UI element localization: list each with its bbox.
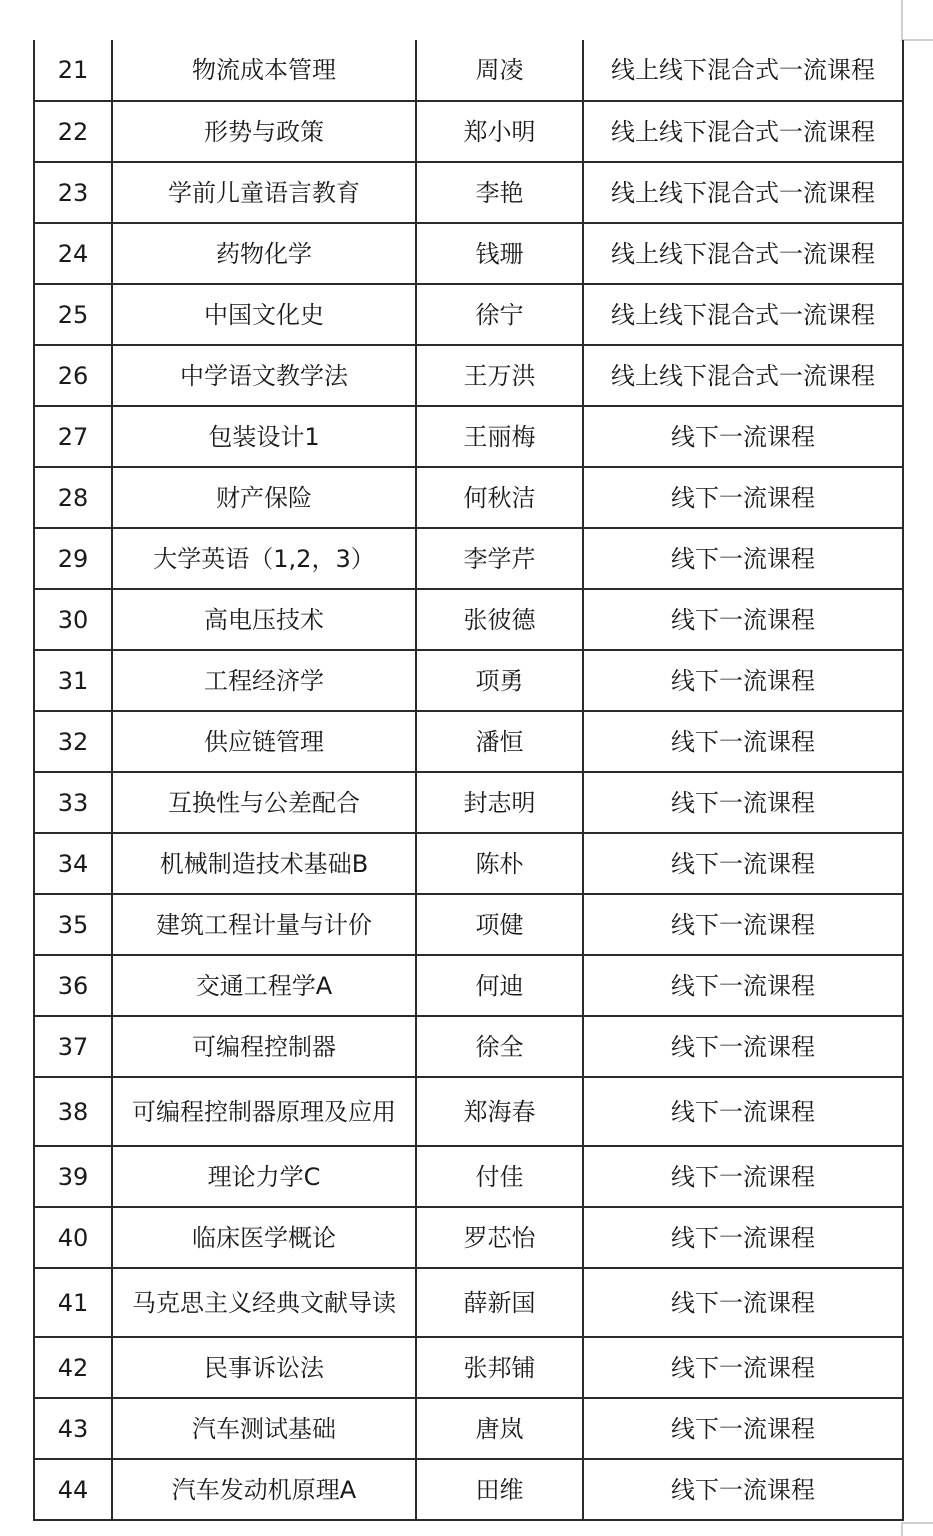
course-type-cell: 线上线下混合式一流课程 — [583, 101, 903, 162]
row-number-cell: 22 — [34, 101, 112, 162]
table-row — [34, 1016, 903, 1077]
teacher-cell: 张邦铺 — [416, 1337, 583, 1398]
row-number-cell: 21 — [34, 40, 112, 101]
course-name-cell: 工程经济学 — [112, 650, 416, 711]
course-name-cell: 形势与政策 — [112, 101, 416, 162]
course-table-container — [33, 40, 902, 1521]
teacher-cell: 唐岚 — [416, 1398, 583, 1459]
teacher-cell: 徐宁 — [416, 284, 583, 345]
teacher-cell: 张彼德 — [416, 589, 583, 650]
row-number-cell: 35 — [34, 894, 112, 955]
course-name-cell: 汽车测试基础 — [112, 1398, 416, 1459]
course-type-cell: 线上线下混合式一流课程 — [583, 223, 903, 284]
course-type-cell: 线下一流课程 — [583, 1459, 903, 1520]
course-name-cell: 高电压技术 — [112, 589, 416, 650]
course-type-cell: 线下一流课程 — [583, 1337, 903, 1398]
course-name-cell: 机械制造技术基础B — [112, 833, 416, 894]
course-type-cell: 线下一流课程 — [583, 955, 903, 1016]
course-name-cell: 可编程控制器原理及应用 — [112, 1077, 416, 1146]
teacher-cell: 何秋洁 — [416, 467, 583, 528]
row-number-cell: 42 — [34, 1337, 112, 1398]
row-number-cell: 27 — [34, 406, 112, 467]
course-type-cell: 线上线下混合式一流课程 — [583, 162, 903, 223]
table-row — [34, 772, 903, 833]
course-name-cell: 互换性与公差配合 — [112, 772, 416, 833]
teacher-cell: 薛新国 — [416, 1268, 583, 1337]
row-number-cell: 38 — [34, 1077, 112, 1146]
row-number-cell: 25 — [34, 284, 112, 345]
teacher-cell: 徐全 — [416, 1016, 583, 1077]
course-name-cell: 汽车发动机原理A — [112, 1459, 416, 1520]
table-row — [34, 101, 903, 162]
table-row — [34, 1207, 903, 1268]
teacher-cell: 付佳 — [416, 1146, 583, 1207]
table-row — [34, 650, 903, 711]
table-row — [34, 1398, 903, 1459]
course-name-cell: 大学英语（1,2，3） — [112, 528, 416, 589]
row-number-cell: 26 — [34, 345, 112, 406]
row-number-cell: 33 — [34, 772, 112, 833]
teacher-cell: 项健 — [416, 894, 583, 955]
table-row — [34, 1268, 903, 1337]
course-type-cell: 线下一流课程 — [583, 833, 903, 894]
row-number-cell: 41 — [34, 1268, 112, 1337]
course-name-cell: 包装设计1 — [112, 406, 416, 467]
course-type-cell: 线下一流课程 — [583, 1016, 903, 1077]
table-row — [34, 1459, 903, 1520]
teacher-cell: 王万洪 — [416, 345, 583, 406]
row-number-cell: 37 — [34, 1016, 112, 1077]
table-row — [34, 1337, 903, 1398]
course-type-cell: 线下一流课程 — [583, 528, 903, 589]
course-name-cell: 供应链管理 — [112, 711, 416, 772]
table-row — [34, 223, 903, 284]
teacher-cell: 郑海春 — [416, 1077, 583, 1146]
row-number-cell: 29 — [34, 528, 112, 589]
table-row — [34, 894, 903, 955]
course-type-cell: 线下一流课程 — [583, 1146, 903, 1207]
table-row — [34, 284, 903, 345]
table-body — [34, 40, 903, 1520]
row-number-cell: 31 — [34, 650, 112, 711]
course-name-cell: 中学语文教学法 — [112, 345, 416, 406]
course-type-cell: 线下一流课程 — [583, 589, 903, 650]
teacher-cell: 田维 — [416, 1459, 583, 1520]
course-type-cell: 线下一流课程 — [583, 1268, 903, 1337]
row-number-cell: 28 — [34, 467, 112, 528]
row-number-cell: 30 — [34, 589, 112, 650]
course-name-cell: 可编程控制器 — [112, 1016, 416, 1077]
course-type-cell: 线下一流课程 — [583, 406, 903, 467]
table-row — [34, 345, 903, 406]
course-type-cell: 线上线下混合式一流课程 — [583, 40, 903, 101]
course-name-cell: 民事诉讼法 — [112, 1337, 416, 1398]
teacher-cell: 郑小明 — [416, 101, 583, 162]
course-type-cell: 线下一流课程 — [583, 1077, 903, 1146]
course-name-cell: 中国文化史 — [112, 284, 416, 345]
course-type-cell: 线下一流课程 — [583, 772, 903, 833]
course-name-cell: 物流成本管理 — [112, 40, 416, 101]
table-row — [34, 833, 903, 894]
table-row — [34, 40, 903, 101]
table-row — [34, 162, 903, 223]
course-name-cell: 建筑工程计量与计价 — [112, 894, 416, 955]
course-name-cell: 交通工程学A — [112, 955, 416, 1016]
page-edge-line — [901, 0, 903, 40]
table-row — [34, 528, 903, 589]
course-name-cell: 马克思主义经典文献导读 — [112, 1268, 416, 1337]
row-number-cell: 36 — [34, 955, 112, 1016]
course-type-cell: 线下一流课程 — [583, 1398, 903, 1459]
teacher-cell: 罗芯怡 — [416, 1207, 583, 1268]
teacher-cell: 潘恒 — [416, 711, 583, 772]
course-type-cell: 线下一流课程 — [583, 894, 903, 955]
table-row — [34, 589, 903, 650]
row-number-cell: 32 — [34, 711, 112, 772]
course-type-cell: 线下一流课程 — [583, 1207, 903, 1268]
row-number-cell: 43 — [34, 1398, 112, 1459]
row-number-cell: 40 — [34, 1207, 112, 1268]
course-type-cell: 线下一流课程 — [583, 711, 903, 772]
table-row — [34, 1146, 903, 1207]
course-name-cell: 学前儿童语言教育 — [112, 162, 416, 223]
table-row — [34, 406, 903, 467]
teacher-cell: 王丽梅 — [416, 406, 583, 467]
row-number-cell: 23 — [34, 162, 112, 223]
page-edge-line — [901, 1522, 933, 1524]
row-number-cell: 39 — [34, 1146, 112, 1207]
course-name-cell: 财产保险 — [112, 467, 416, 528]
course-name-cell: 临床医学概论 — [112, 1207, 416, 1268]
teacher-cell: 项勇 — [416, 650, 583, 711]
row-number-cell: 34 — [34, 833, 112, 894]
page-edge-line — [901, 39, 933, 41]
row-number-cell: 44 — [34, 1459, 112, 1520]
course-name-cell: 理论力学C — [112, 1146, 416, 1207]
teacher-cell: 周凌 — [416, 40, 583, 101]
course-type-cell: 线上线下混合式一流课程 — [583, 284, 903, 345]
teacher-cell: 李学芹 — [416, 528, 583, 589]
teacher-cell: 李艳 — [416, 162, 583, 223]
teacher-cell: 陈朴 — [416, 833, 583, 894]
course-type-cell: 线下一流课程 — [583, 467, 903, 528]
course-type-cell: 线上线下混合式一流课程 — [583, 345, 903, 406]
teacher-cell: 封志明 — [416, 772, 583, 833]
course-name-cell: 药物化学 — [112, 223, 416, 284]
table-row — [34, 467, 903, 528]
table-row — [34, 1077, 903, 1146]
teacher-cell: 钱珊 — [416, 223, 583, 284]
row-number-cell: 24 — [34, 223, 112, 284]
course-table — [33, 40, 904, 1521]
table-row — [34, 711, 903, 772]
teacher-cell: 何迪 — [416, 955, 583, 1016]
page-edge-line — [901, 1522, 903, 1536]
table-row — [34, 955, 903, 1016]
course-type-cell: 线下一流课程 — [583, 650, 903, 711]
